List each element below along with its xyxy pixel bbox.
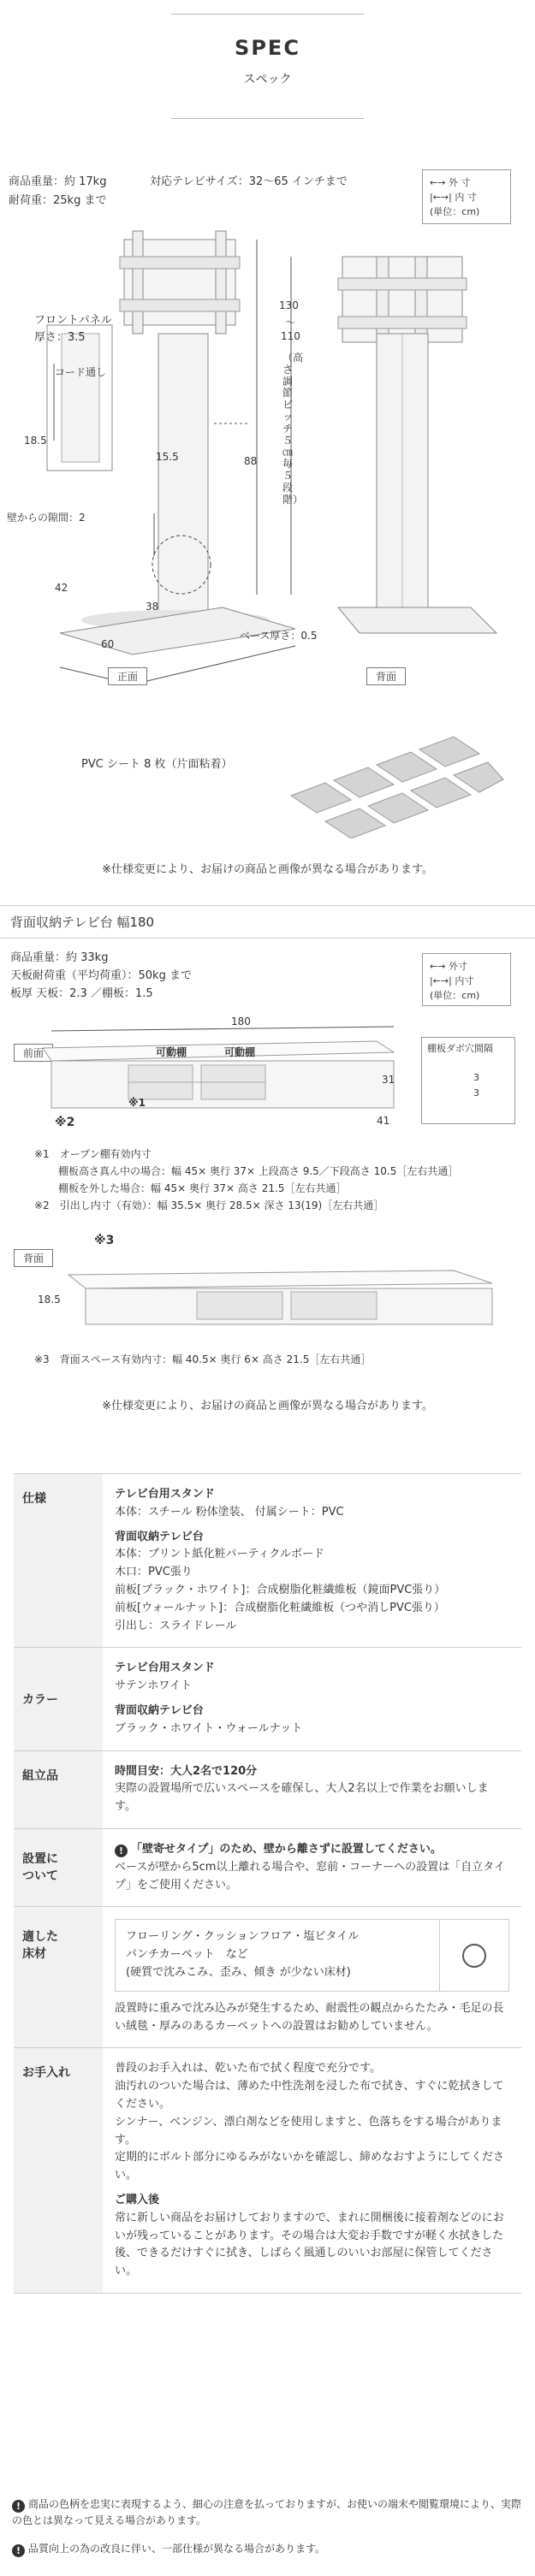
width-60-label: 60 bbox=[101, 638, 115, 650]
page-title: SPEC bbox=[235, 36, 300, 60]
depth-38-label: 38 bbox=[146, 601, 159, 613]
stand-notice: ※仕様変更により、お届けの商品と画像が異なる場合があります。 bbox=[102, 863, 433, 876]
material-l6: 引出し：スライドレール bbox=[115, 1619, 237, 1632]
cord-height-label: 18.5 bbox=[24, 435, 47, 447]
board-divider-bottom bbox=[0, 938, 535, 939]
row-floor bbox=[14, 1906, 521, 2047]
care-l2: 油汚れのついた場合は、薄めた中性洗剤を浸した布で拭き、すぐに乾拭きしてください。 bbox=[115, 2080, 504, 2111]
cord-width-label: 15.5 bbox=[156, 451, 179, 463]
board-back-tag: 背面 bbox=[14, 1249, 53, 1267]
board-thickness: 板厚 天板：2.3 ／棚板：1.5 bbox=[10, 987, 153, 1000]
row-install bbox=[14, 1828, 521, 1906]
note2: ※2 引出し内寸（有効）：幅 35.5× 奥行 28.5× 深さ 13(19)［左右共通］ bbox=[34, 1199, 384, 1211]
legend-outer: 外 寸 bbox=[448, 177, 471, 188]
care-l4: 定期的にボルト部分にゆるみがないかを確認し、締めなおすようにしてください。 bbox=[115, 2151, 505, 2182]
warning-icon: ! bbox=[115, 1845, 128, 1857]
ok-circle-icon bbox=[462, 1944, 486, 1968]
movable-shelf-label-1: 可動棚 bbox=[156, 1046, 187, 1058]
height-110-label: 110 bbox=[281, 330, 300, 342]
stand-load: 耐荷重：25kg まで bbox=[9, 194, 107, 207]
board-notice: ※仕様変更により、お届けの商品と画像が異なる場合があります。 bbox=[102, 1400, 433, 1412]
stand-front-tag: 正面 bbox=[108, 667, 147, 685]
bracket-arm-left bbox=[133, 231, 143, 334]
base-label: ベース厚さ：0.5 bbox=[240, 630, 318, 642]
arrow-inner-icon: |←→| bbox=[430, 192, 452, 204]
material-l4: 前板[ブラック・ホワイト]：合成樹脂化粧繊維板（鏡面PVC張り） bbox=[115, 1583, 446, 1596]
height-tilde-label: ～ bbox=[285, 317, 296, 329]
color-h1: テレビ台用スタンド bbox=[115, 1661, 215, 1675]
legend-inner: 内 寸 bbox=[455, 192, 477, 204]
color-l2: ブラック・ホワイト・ウォールナット bbox=[115, 1721, 303, 1735]
row-material bbox=[14, 1473, 521, 1647]
info-icon: ! bbox=[12, 2500, 25, 2513]
pitch-label: （高さ調節ピッチ５㎝毎５段階） bbox=[282, 352, 304, 506]
cord-label: コード通し bbox=[55, 366, 107, 378]
spec-table bbox=[14, 1473, 521, 2294]
care-l5: 常に新しい商品をお届けしておりますので、まれに開梱後に接着剤などのにおいが残っていることがあります。その場合は大変お手数ですが軽く水拭きした後、できるだけすぐに拭き、しばらく風通しのいいお部屋に保管してください。 bbox=[115, 2211, 504, 2278]
floor-key-2: 床材 bbox=[22, 1947, 46, 1962]
footer-note-2 bbox=[12, 2541, 524, 2557]
note-mark-2: ※2 bbox=[55, 1116, 75, 1129]
header-line-bottom bbox=[171, 118, 364, 119]
row-color-key: カラー bbox=[14, 1648, 103, 1750]
back-height-label: 18.5 bbox=[38, 1294, 61, 1306]
board-width-label: 180 bbox=[231, 1016, 251, 1027]
front-panel-label: フロントパネル bbox=[34, 314, 112, 327]
arrow-outer-icon: ←→ bbox=[430, 177, 446, 188]
material-l3: 木口：PVC張り bbox=[115, 1566, 193, 1579]
note3: ※3 背面スペース有効内寸：幅 40.5× 奥行 6× 高さ 21.5［左右共通］ bbox=[34, 1353, 372, 1365]
height-88-label: 88 bbox=[244, 455, 258, 467]
floor-key-1: 適した bbox=[22, 1930, 58, 1945]
pvc-label: PVC シート 8 枚（片面粘着） bbox=[81, 758, 233, 771]
care-l3: シンナー、ベンジン、漂白剤などを使用しますと、色落ちをする場合があります。 bbox=[115, 2115, 502, 2147]
dowel-box bbox=[421, 1037, 515, 1124]
color-h2: 背面収納テレビ台 bbox=[115, 1703, 204, 1717]
height-130-label: 130 bbox=[279, 299, 299, 311]
assembly-h1: 時間目安：大人2名で120分 bbox=[115, 1764, 258, 1778]
assembly-l1: 実際の設置場所で広いスペースを確保し、大人2名以上で作業をお願いします。 bbox=[115, 1782, 489, 1814]
material-l1: 本体：スチール 粉体塗装、 付属シート：PVC bbox=[115, 1505, 344, 1519]
row-assembly bbox=[14, 1750, 521, 1828]
note1-title: ※1 オープン棚有効内寸 bbox=[34, 1148, 152, 1160]
arrow-inner-icon: |←→| bbox=[430, 975, 452, 987]
color-l1: サテンホワイト bbox=[115, 1679, 192, 1693]
row-care bbox=[14, 2047, 521, 2294]
board-divider-top bbox=[0, 905, 535, 906]
footer-note-1-text: 商品の色柄を忠実に表現するよう、細心の注意を払っておりますが、お使いの端末や閲覧環境により、実際の色とは異なって見える場合があります。 bbox=[12, 2498, 522, 2526]
bracket-bar-top bbox=[120, 257, 240, 269]
back-base bbox=[338, 607, 496, 633]
floor-f1: フローリング・クッションフロア・塩ビタイル bbox=[126, 1930, 360, 1944]
stand-weight: 商品重量：約 17kg bbox=[9, 175, 107, 188]
dowel-step-1: 3 bbox=[473, 1072, 479, 1083]
movable-shelf-label-2: 可動棚 bbox=[224, 1046, 256, 1058]
page-subtitle: スペック bbox=[243, 73, 292, 86]
floor-box bbox=[115, 1919, 509, 1991]
footer-note-2-text: 品質向上の為の改良に伴い、一部仕様が異なる場合があります。 bbox=[28, 2543, 326, 2555]
install-key-1: 設置に bbox=[22, 1851, 58, 1866]
material-l5: 前板[ウォールナット]：合成樹脂化粧繊維板（つや消しPVC張り） bbox=[115, 1601, 445, 1614]
legend-unit: (単位：cm) bbox=[430, 206, 480, 218]
gap-label: 壁からの隙間：2 bbox=[7, 512, 86, 524]
floor-f2: パンチカーペット など bbox=[126, 1948, 248, 1962]
info-icon: ! bbox=[12, 2544, 25, 2557]
board-height-label: 31 bbox=[382, 1074, 395, 1086]
floor-f3: (硬質で沈みこみ、歪み、傾き が少ない床材) bbox=[126, 1965, 351, 1979]
install-l1: ベースが壁から5cm以上離れる場合や、窓前・コーナーへの設置は「自立タイプ」をご使用ください。 bbox=[115, 1860, 505, 1892]
care-l1: 普段のお手入れは、乾いた布で拭く程度で充分です。 bbox=[115, 2062, 381, 2076]
install-h1: 「壁寄せタイプ」のため、壁から離さずに設置してください。 bbox=[131, 1842, 442, 1856]
row-material-key: 仕様 bbox=[14, 1474, 103, 1647]
note1-a: 棚板高さ真ん中の場合：幅 45× 奥行 37× 上段高さ 9.5／下段高さ 10.5［左右共通］ bbox=[58, 1165, 459, 1177]
note-mark-3: ※3 bbox=[94, 1234, 115, 1247]
front-thickness-label: 厚さ：3.5 bbox=[34, 331, 86, 344]
board-back-drawing bbox=[60, 1258, 505, 1335]
install-key-2: ついて bbox=[22, 1868, 58, 1883]
board-legend-inner: 内寸 bbox=[455, 975, 474, 987]
stand-back-tag: 背面 bbox=[366, 667, 406, 685]
stand-back-drawing bbox=[325, 231, 531, 659]
row-assembly-key: 組立品 bbox=[14, 1751, 103, 1828]
dowel-label: 棚板ダボ穴間隔 bbox=[427, 1043, 493, 1054]
board-weight: 商品重量：約 33kg bbox=[10, 951, 109, 964]
board-load: 天板耐荷重（平均荷重）：50kg まで bbox=[10, 969, 192, 982]
row-color bbox=[14, 1647, 521, 1750]
pvc-sheets-drawing bbox=[282, 736, 505, 838]
material-l2: 本体：プリント紙化粧パーティクルボード bbox=[115, 1548, 325, 1561]
board-legend-unit: (単位：cm) bbox=[430, 990, 480, 1002]
stand-tv-size: 対応テレビサイズ：32～65 インチまで bbox=[150, 175, 348, 188]
stand-column bbox=[158, 334, 208, 616]
floor-l1: 設置時に重みで沈み込みが発生するため、耐震性の観点からたたみ・毛足の長い絨毯・厚みのあるカーペットへの設置はお勧めしていません。 bbox=[115, 2001, 504, 2033]
board-legend-outer: 外寸 bbox=[448, 961, 467, 972]
board-legend bbox=[422, 953, 511, 1006]
material-h2: 背面収納テレビ台 bbox=[115, 1530, 204, 1543]
board-depth-label: 41 bbox=[377, 1115, 390, 1127]
note-mark-1: ※1 bbox=[128, 1097, 146, 1109]
dowel-step-2: 3 bbox=[473, 1087, 479, 1099]
footer-note-1 bbox=[12, 2496, 524, 2529]
board-front-tag: 前面 bbox=[14, 1044, 53, 1062]
row-care-key: お手入れ bbox=[14, 2048, 103, 2293]
bracket-bar-bottom bbox=[120, 299, 240, 311]
board-title: 背面収納テレビ台 幅180 bbox=[10, 915, 155, 930]
board-front-drawing bbox=[34, 1022, 411, 1121]
stand-legend bbox=[422, 169, 511, 224]
material-h1: テレビ台用スタンド bbox=[115, 1488, 215, 1501]
note1-b: 棚板を外した場合：幅 45× 奥行 37× 高さ 21.5［左右共通］ bbox=[58, 1182, 347, 1194]
bracket-arm-right bbox=[216, 231, 226, 334]
care-h2: ご購入後 bbox=[115, 2193, 160, 2206]
header-line-top bbox=[171, 14, 364, 15]
depth-42-label: 42 bbox=[55, 582, 68, 594]
arrow-outer-icon: ←→ bbox=[430, 961, 446, 972]
